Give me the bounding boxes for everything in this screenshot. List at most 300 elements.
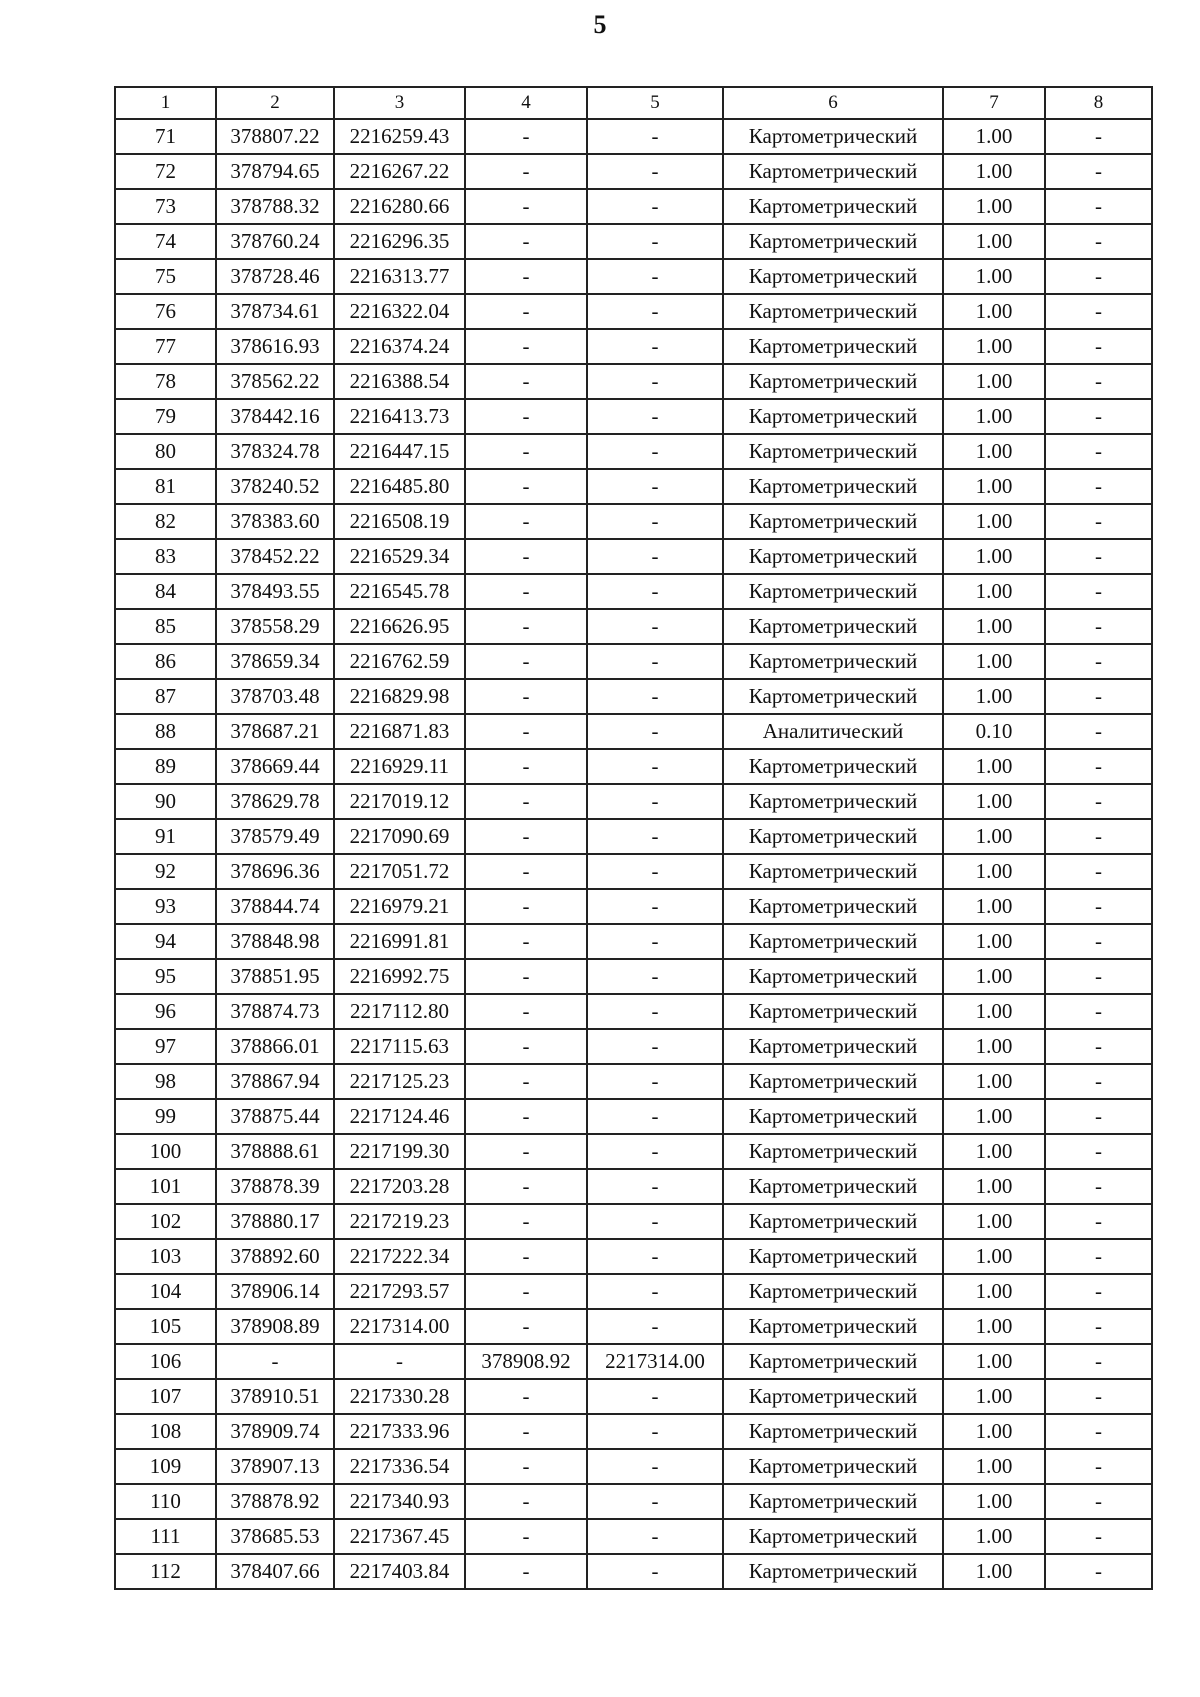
cell-point-number: 97 (115, 1029, 216, 1064)
cell-y-new: - (587, 539, 723, 574)
cell-x-new: - (465, 1519, 587, 1554)
cell-note: - (1045, 1449, 1152, 1484)
cell-y-new: - (587, 749, 723, 784)
cell-x-new: - (465, 434, 587, 469)
cell-x-new: - (465, 1379, 587, 1414)
cell-x-new: - (465, 189, 587, 224)
cell-note: - (1045, 1309, 1152, 1344)
cell-point-number: 96 (115, 994, 216, 1029)
cell-accuracy: 1.00 (943, 644, 1045, 679)
cell-accuracy: 1.00 (943, 1029, 1045, 1064)
cell-x-coordinate: 378851.95 (216, 959, 334, 994)
table-row (115, 189, 1152, 224)
cell-method: Картометрический (723, 1204, 943, 1239)
cell-method: Картометрический (723, 154, 943, 189)
cell-y-coordinate: 2217219.23 (334, 1204, 465, 1239)
cell-x-new: - (465, 714, 587, 749)
cell-y-new: - (587, 154, 723, 189)
cell-y-coordinate: 2216929.11 (334, 749, 465, 784)
cell-note: - (1045, 1484, 1152, 1519)
cell-method: Картометрический (723, 1099, 943, 1134)
cell-accuracy: 1.00 (943, 1554, 1045, 1589)
cell-x-coordinate: 378907.13 (216, 1449, 334, 1484)
cell-y-coordinate: 2216979.21 (334, 889, 465, 924)
cell-accuracy: 1.00 (943, 889, 1045, 924)
cell-accuracy: 0.10 (943, 714, 1045, 749)
cell-y-new: - (587, 854, 723, 889)
cell-accuracy: 1.00 (943, 959, 1045, 994)
cell-y-coordinate: 2216280.66 (334, 189, 465, 224)
cell-accuracy: 1.00 (943, 1169, 1045, 1204)
table-row (115, 329, 1152, 364)
cell-note: - (1045, 434, 1152, 469)
cell-method: Картометрический (723, 469, 943, 504)
table-row (115, 1099, 1152, 1134)
cell-point-number: 75 (115, 259, 216, 294)
cell-point-number: 76 (115, 294, 216, 329)
cell-y-new: - (587, 574, 723, 609)
cell-y-new: - (587, 1064, 723, 1099)
table-row (115, 854, 1152, 889)
cell-x-coordinate: 378669.44 (216, 749, 334, 784)
table-header (115, 87, 1152, 119)
cell-note: - (1045, 889, 1152, 924)
table-row (115, 714, 1152, 749)
cell-y-coordinate: 2217051.72 (334, 854, 465, 889)
cell-x-new: - (465, 399, 587, 434)
cell-accuracy: 1.00 (943, 749, 1045, 784)
cell-note: - (1045, 1099, 1152, 1134)
cell-y-new: - (587, 1029, 723, 1064)
cell-method: Картометрический (723, 574, 943, 609)
cell-x-coordinate: 378874.73 (216, 994, 334, 1029)
cell-x-coordinate: - (216, 1344, 334, 1379)
table-row (115, 819, 1152, 854)
cell-y-coordinate: 2217203.28 (334, 1169, 465, 1204)
cell-y-new: - (587, 259, 723, 294)
cell-x-new: - (465, 329, 587, 364)
cell-point-number: 85 (115, 609, 216, 644)
table-row (115, 294, 1152, 329)
table-row (115, 1449, 1152, 1484)
cell-accuracy: 1.00 (943, 434, 1045, 469)
cell-method: Картометрический (723, 1344, 943, 1379)
cell-y-coordinate: - (334, 1344, 465, 1379)
cell-method: Картометрический (723, 784, 943, 819)
cell-x-coordinate: 378696.36 (216, 854, 334, 889)
cell-point-number: 79 (115, 399, 216, 434)
cell-point-number: 74 (115, 224, 216, 259)
cell-y-new: - (587, 679, 723, 714)
cell-x-new: - (465, 1204, 587, 1239)
cell-x-new: - (465, 1064, 587, 1099)
cell-x-coordinate: 378878.92 (216, 1484, 334, 1519)
cell-note: - (1045, 679, 1152, 714)
cell-accuracy: 1.00 (943, 189, 1045, 224)
cell-note: - (1045, 784, 1152, 819)
cell-note: - (1045, 854, 1152, 889)
cell-accuracy: 1.00 (943, 1519, 1045, 1554)
cell-note: - (1045, 994, 1152, 1029)
cell-note: - (1045, 819, 1152, 854)
cell-y-new: - (587, 399, 723, 434)
table-row (115, 1029, 1152, 1064)
cell-x-coordinate: 378324.78 (216, 434, 334, 469)
cell-y-new: - (587, 1484, 723, 1519)
cell-x-coordinate: 378685.53 (216, 1519, 334, 1554)
table-row (115, 1344, 1152, 1379)
cell-x-coordinate: 378760.24 (216, 224, 334, 259)
cell-x-new: - (465, 539, 587, 574)
cell-y-new: - (587, 1554, 723, 1589)
cell-y-coordinate: 2217330.28 (334, 1379, 465, 1414)
cell-point-number: 72 (115, 154, 216, 189)
cell-x-new: - (465, 1554, 587, 1589)
cell-y-coordinate: 2216485.80 (334, 469, 465, 504)
table-row (115, 1554, 1152, 1589)
cell-y-new: - (587, 1134, 723, 1169)
table-row (115, 1064, 1152, 1099)
cell-x-new: - (465, 224, 587, 259)
cell-note: - (1045, 1274, 1152, 1309)
cell-x-new: - (465, 889, 587, 924)
cell-method: Картометрический (723, 1169, 943, 1204)
cell-x-coordinate: 378867.94 (216, 1064, 334, 1099)
cell-x-coordinate: 378734.61 (216, 294, 334, 329)
table-row (115, 469, 1152, 504)
column-header-3: 3 (334, 87, 465, 119)
table-row (115, 994, 1152, 1029)
cell-x-new: - (465, 1169, 587, 1204)
cell-x-coordinate: 378880.17 (216, 1204, 334, 1239)
cell-x-new: - (465, 469, 587, 504)
table-row (115, 1239, 1152, 1274)
cell-y-new: - (587, 1099, 723, 1134)
cell-x-coordinate: 378659.34 (216, 644, 334, 679)
cell-x-coordinate: 378788.32 (216, 189, 334, 224)
cell-accuracy: 1.00 (943, 924, 1045, 959)
cell-method: Аналитический (723, 714, 943, 749)
cell-method: Картометрический (723, 819, 943, 854)
cell-x-new: - (465, 994, 587, 1029)
table-row (115, 1134, 1152, 1169)
cell-y-new: - (587, 959, 723, 994)
column-header-2: 2 (216, 87, 334, 119)
column-header-4: 4 (465, 87, 587, 119)
cell-accuracy: 1.00 (943, 1274, 1045, 1309)
cell-accuracy: 1.00 (943, 154, 1045, 189)
cell-point-number: 84 (115, 574, 216, 609)
cell-y-coordinate: 2217336.54 (334, 1449, 465, 1484)
cell-point-number: 110 (115, 1484, 216, 1519)
cell-x-coordinate: 378452.22 (216, 539, 334, 574)
cell-y-coordinate: 2216871.83 (334, 714, 465, 749)
cell-x-new: - (465, 504, 587, 539)
cell-method: Картометрический (723, 1239, 943, 1274)
cell-y-new: - (587, 1204, 723, 1239)
cell-x-new: - (465, 259, 587, 294)
cell-x-coordinate: 378892.60 (216, 1239, 334, 1274)
cell-x-new: - (465, 609, 587, 644)
cell-accuracy: 1.00 (943, 1449, 1045, 1484)
column-header-8: 8 (1045, 87, 1152, 119)
cell-x-new: - (465, 959, 587, 994)
cell-note: - (1045, 1414, 1152, 1449)
table-row (115, 679, 1152, 714)
cell-y-coordinate: 2216529.34 (334, 539, 465, 574)
cell-point-number: 101 (115, 1169, 216, 1204)
cell-y-new: - (587, 889, 723, 924)
table-body (115, 119, 1152, 1589)
table-row (115, 154, 1152, 189)
cell-method: Картометрический (723, 224, 943, 259)
table-row (115, 1309, 1152, 1344)
cell-method: Картометрический (723, 1449, 943, 1484)
cell-x-coordinate: 378908.89 (216, 1309, 334, 1344)
cell-method: Картометрический (723, 994, 943, 1029)
page-number: 5 (593, 10, 607, 39)
cell-accuracy: 1.00 (943, 819, 1045, 854)
cell-x-coordinate: 378703.48 (216, 679, 334, 714)
cell-y-new: - (587, 1414, 723, 1449)
cell-y-new: - (587, 819, 723, 854)
cell-point-number: 92 (115, 854, 216, 889)
cell-x-new: - (465, 364, 587, 399)
table-row (115, 1204, 1152, 1239)
cell-method: Картометрический (723, 119, 943, 154)
cell-x-coordinate: 378909.74 (216, 1414, 334, 1449)
cell-x-new: - (465, 1029, 587, 1064)
cell-note: - (1045, 504, 1152, 539)
cell-accuracy: 1.00 (943, 1344, 1045, 1379)
cell-x-new: - (465, 924, 587, 959)
cell-y-new: - (587, 784, 723, 819)
table-row (115, 224, 1152, 259)
cell-x-new: - (465, 1309, 587, 1344)
cell-point-number: 93 (115, 889, 216, 924)
table-row (115, 1484, 1152, 1519)
cell-accuracy: 1.00 (943, 259, 1045, 294)
cell-y-coordinate: 2216829.98 (334, 679, 465, 714)
cell-note: - (1045, 1344, 1152, 1379)
table-row (115, 924, 1152, 959)
cell-accuracy: 1.00 (943, 679, 1045, 714)
cell-method: Картометрический (723, 889, 943, 924)
cell-method: Картометрический (723, 399, 943, 434)
cell-y-new: - (587, 1239, 723, 1274)
cell-y-new: - (587, 1169, 723, 1204)
cell-y-new: - (587, 119, 723, 154)
cell-method: Картометрический (723, 749, 943, 784)
cell-point-number: 109 (115, 1449, 216, 1484)
cell-accuracy: 1.00 (943, 539, 1045, 574)
cell-y-coordinate: 2216447.15 (334, 434, 465, 469)
table-row (115, 364, 1152, 399)
cell-method: Картометрический (723, 329, 943, 364)
cell-method: Картометрический (723, 609, 943, 644)
cell-point-number: 107 (115, 1379, 216, 1414)
cell-y-coordinate: 2216296.35 (334, 224, 465, 259)
cell-point-number: 106 (115, 1344, 216, 1379)
cell-x-new: - (465, 784, 587, 819)
cell-x-coordinate: 378562.22 (216, 364, 334, 399)
cell-note: - (1045, 259, 1152, 294)
table-row (115, 504, 1152, 539)
cell-point-number: 89 (115, 749, 216, 784)
cell-note: - (1045, 119, 1152, 154)
cell-accuracy: 1.00 (943, 609, 1045, 644)
cell-point-number: 82 (115, 504, 216, 539)
cell-note: - (1045, 644, 1152, 679)
cell-x-new: - (465, 854, 587, 889)
cell-y-new: - (587, 994, 723, 1029)
cell-method: Картометрический (723, 1029, 943, 1064)
header-row (115, 87, 1152, 119)
cell-accuracy: 1.00 (943, 1064, 1045, 1099)
table-row (115, 119, 1152, 154)
cell-note: - (1045, 539, 1152, 574)
cell-y-new: - (587, 714, 723, 749)
cell-y-coordinate: 2217090.69 (334, 819, 465, 854)
cell-accuracy: 1.00 (943, 994, 1045, 1029)
cell-accuracy: 1.00 (943, 1099, 1045, 1134)
cell-point-number: 80 (115, 434, 216, 469)
cell-method: Картометрический (723, 1274, 943, 1309)
cell-x-new: - (465, 1449, 587, 1484)
table-row (115, 399, 1152, 434)
table-row (115, 784, 1152, 819)
cell-y-new: - (587, 329, 723, 364)
cell-note: - (1045, 574, 1152, 609)
cell-y-coordinate: 2217199.30 (334, 1134, 465, 1169)
cell-accuracy: 1.00 (943, 784, 1045, 819)
cell-y-new: - (587, 189, 723, 224)
cell-y-coordinate: 2217112.80 (334, 994, 465, 1029)
cell-x-coordinate: 378888.61 (216, 1134, 334, 1169)
cell-accuracy: 1.00 (943, 469, 1045, 504)
cell-point-number: 102 (115, 1204, 216, 1239)
table-row (115, 889, 1152, 924)
cell-method: Картометрический (723, 1554, 943, 1589)
cell-note: - (1045, 959, 1152, 994)
table-row (115, 434, 1152, 469)
cell-point-number: 87 (115, 679, 216, 714)
cell-method: Картометрический (723, 959, 943, 994)
cell-note: - (1045, 609, 1152, 644)
cell-y-coordinate: 2216626.95 (334, 609, 465, 644)
cell-point-number: 95 (115, 959, 216, 994)
cell-x-coordinate: 378848.98 (216, 924, 334, 959)
cell-x-coordinate: 378794.65 (216, 154, 334, 189)
cell-y-coordinate: 2216267.22 (334, 154, 465, 189)
cell-y-new: 2217314.00 (587, 1344, 723, 1379)
cell-y-coordinate: 2217222.34 (334, 1239, 465, 1274)
cell-method: Картометрический (723, 1134, 943, 1169)
cell-note: - (1045, 154, 1152, 189)
cell-y-coordinate: 2217333.96 (334, 1414, 465, 1449)
cell-x-coordinate: 378844.74 (216, 889, 334, 924)
cell-note: - (1045, 1064, 1152, 1099)
cell-y-coordinate: 2216991.81 (334, 924, 465, 959)
cell-y-coordinate: 2216259.43 (334, 119, 465, 154)
cell-y-coordinate: 2217403.84 (334, 1554, 465, 1589)
cell-method: Картометрический (723, 504, 943, 539)
cell-point-number: 112 (115, 1554, 216, 1589)
cell-method: Картометрический (723, 1309, 943, 1344)
cell-accuracy: 1.00 (943, 504, 1045, 539)
cell-y-new: - (587, 224, 723, 259)
cell-method: Картометрический (723, 539, 943, 574)
column-header-6: 6 (723, 87, 943, 119)
cell-x-new: - (465, 679, 587, 714)
cell-x-coordinate: 378906.14 (216, 1274, 334, 1309)
cell-note: - (1045, 399, 1152, 434)
cell-y-coordinate: 2216508.19 (334, 504, 465, 539)
cell-x-coordinate: 378687.21 (216, 714, 334, 749)
cell-method: Картометрический (723, 1414, 943, 1449)
cell-note: - (1045, 189, 1152, 224)
cell-x-new: - (465, 1134, 587, 1169)
cell-y-coordinate: 2216762.59 (334, 644, 465, 679)
cell-accuracy: 1.00 (943, 1414, 1045, 1449)
table-row (115, 1519, 1152, 1554)
cell-method: Картометрический (723, 1064, 943, 1099)
cell-note: - (1045, 329, 1152, 364)
cell-note: - (1045, 1519, 1152, 1554)
cell-y-coordinate: 2217124.46 (334, 1099, 465, 1134)
cell-accuracy: 1.00 (943, 1204, 1045, 1239)
cell-point-number: 88 (115, 714, 216, 749)
cell-y-coordinate: 2217340.93 (334, 1484, 465, 1519)
cell-point-number: 73 (115, 189, 216, 224)
table-row (115, 1169, 1152, 1204)
cell-y-new: - (587, 469, 723, 504)
cell-y-new: - (587, 1519, 723, 1554)
cell-x-coordinate: 378240.52 (216, 469, 334, 504)
cell-y-new: - (587, 364, 723, 399)
cell-note: - (1045, 1239, 1152, 1274)
cell-accuracy: 1.00 (943, 854, 1045, 889)
cell-accuracy: 1.00 (943, 574, 1045, 609)
cell-x-new: - (465, 819, 587, 854)
cell-x-new: - (465, 1414, 587, 1449)
cell-y-new: - (587, 294, 723, 329)
cell-x-coordinate: 378407.66 (216, 1554, 334, 1589)
cell-note: - (1045, 364, 1152, 399)
cell-point-number: 78 (115, 364, 216, 399)
cell-point-number: 94 (115, 924, 216, 959)
cell-note: - (1045, 1204, 1152, 1239)
cell-point-number: 98 (115, 1064, 216, 1099)
cell-method: Картометрический (723, 364, 943, 399)
cell-method: Картометрический (723, 644, 943, 679)
cell-y-coordinate: 2216313.77 (334, 259, 465, 294)
cell-note: - (1045, 294, 1152, 329)
cell-y-new: - (587, 924, 723, 959)
cell-accuracy: 1.00 (943, 1379, 1045, 1414)
cell-point-number: 108 (115, 1414, 216, 1449)
cell-y-coordinate: 2217019.12 (334, 784, 465, 819)
cell-point-number: 91 (115, 819, 216, 854)
column-header-1: 1 (115, 87, 216, 119)
cell-accuracy: 1.00 (943, 1309, 1045, 1344)
cell-point-number: 105 (115, 1309, 216, 1344)
cell-point-number: 100 (115, 1134, 216, 1169)
cell-x-coordinate: 378558.29 (216, 609, 334, 644)
cell-method: Картометрический (723, 1484, 943, 1519)
cell-x-coordinate: 378878.39 (216, 1169, 334, 1204)
cell-x-new: - (465, 1239, 587, 1274)
